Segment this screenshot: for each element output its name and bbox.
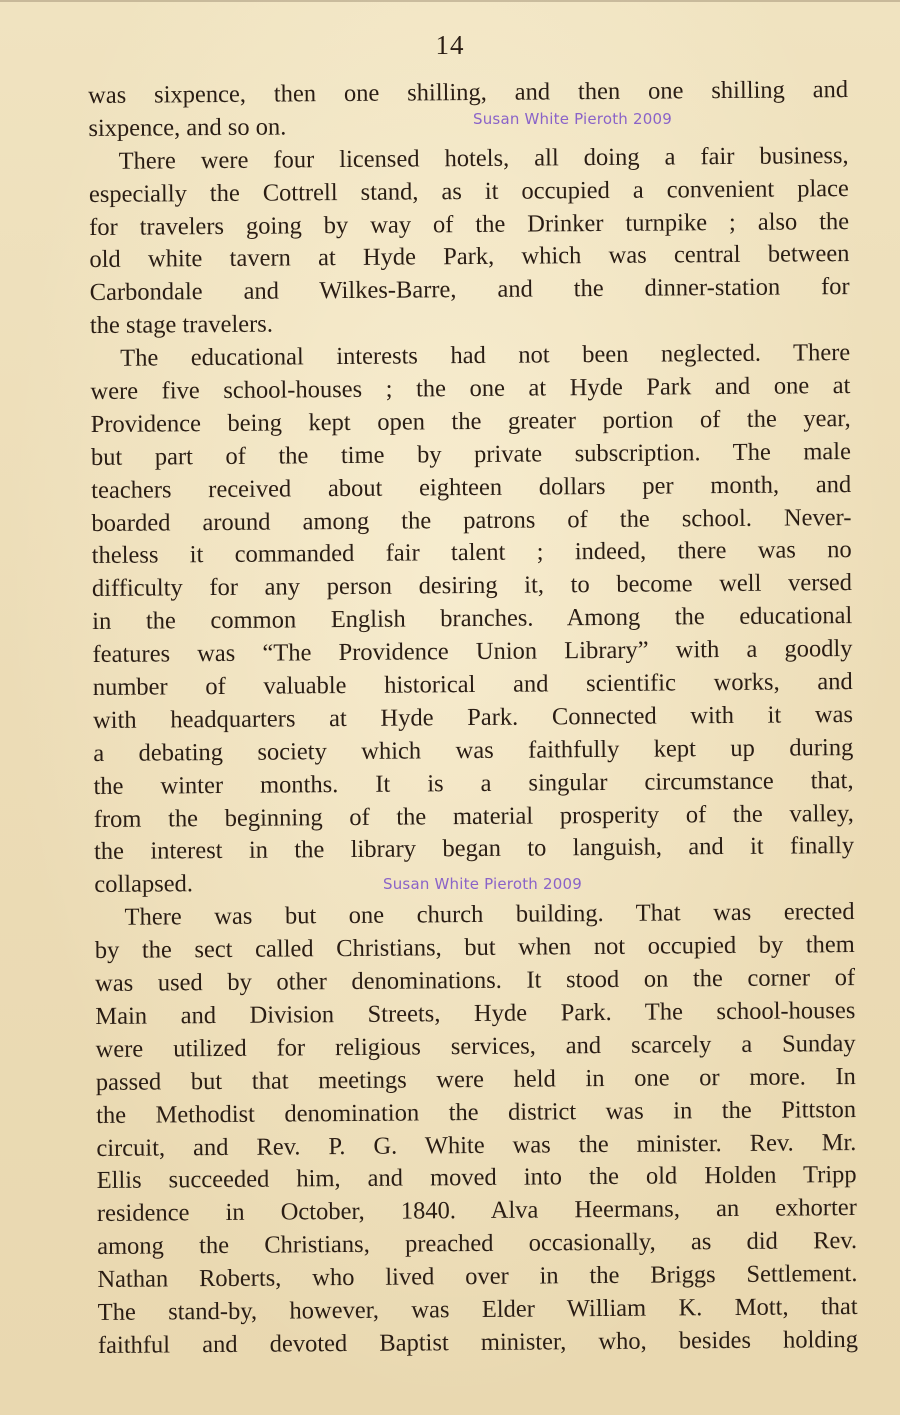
text-line: features was “The Providence Union Library” with a goodly — [92, 635, 853, 669]
watermark: Susan White Pieroth 2009 — [473, 110, 672, 128]
text-line: were utilized for religious services, and scarcely a Sunday — [95, 1029, 856, 1063]
text-line: collapsed. — [94, 870, 194, 899]
text-line: teachers received about eighteen dollars per month, and — [91, 470, 852, 504]
text-line: residence in October, 1840. Alva Heermans, an exhorter — [96, 1194, 857, 1228]
page-top-edge — [0, 0, 900, 32]
text-line: in the common English branches. Among the educational — [92, 602, 853, 636]
text-line: passed but that meetings were held in one or more. In — [95, 1062, 856, 1096]
text-line: There were four licensed hotels, all doing a fair business, — [118, 141, 849, 175]
text-line: the winter months. It is a singular circumstance that, — [93, 766, 854, 800]
text-line: boarded around among the patrons of the school. Never- — [91, 503, 852, 537]
text-line: Ellis succeeded him, and moved into the old Holden Tripp — [96, 1161, 857, 1195]
text-line: number of valuable historical and scientific works, and — [92, 668, 853, 702]
text-line: especially the Cottrell stand, as it occupied a convenient place — [88, 174, 849, 208]
text-line: was sixpence, then one shilling, and then one shilling and — [88, 76, 849, 109]
text-line: among the Christians, preached occasionally, as did Rev. — [97, 1227, 858, 1261]
text-line: with headquarters at Hyde Park. Connected with it was — [92, 700, 854, 734]
text-line: sixpence, and so on. — [88, 113, 287, 142]
body-text — [88, 74, 858, 1363]
text-line: for travelers going by way of the Drinker turnpike ; also the — [89, 207, 850, 241]
text-line: The educational interests had not been neglected. There — [120, 339, 851, 372]
text-line: circuit, and Rev. P. G. White was the minister. Rev. Mr. — [96, 1128, 857, 1162]
text-line: were five school-houses ; the one at Hyde Park and one at — [90, 372, 851, 406]
text-line: the interest in the library began to languish, and it finally — [93, 832, 855, 866]
text-line: a debating society which was faithfully kept up during — [93, 733, 854, 767]
text-line: There was but one church building. That was erected — [124, 898, 855, 932]
text-line: old white tavern at Hyde Park, which was central between — [89, 240, 850, 274]
page-number: 14 — [435, 30, 465, 60]
text-line: Nathan Roberts, who lived over in the Briggs Settlement. — [97, 1260, 858, 1294]
text-line: The stand-by, however, was Elder William K. Mott, that — [97, 1292, 858, 1326]
text-line: faithful and devoted Baptist minister, who, besides holding — [97, 1325, 859, 1359]
text-line: by the sect called Christians, but when not occupied by them — [94, 931, 855, 965]
text-line: but part of the time by private subscription. The male — [90, 437, 852, 471]
text-line: was used by other denominations. It stood on the corner of — [94, 964, 856, 998]
watermark: Susan White Pieroth 2009 — [383, 875, 582, 893]
text-line: Carbondale and Wilkes-Barre, and the dinner-station for — [89, 273, 850, 307]
text-line: theless it commanded fair talent ; indeed, there was no — [91, 536, 852, 570]
text-line: Main and Division Streets, Hyde Park. The school-houses — [95, 996, 856, 1030]
text-line: Providence being kept open the greater portion of the year, — [90, 404, 851, 438]
text-line: difficulty for any person desiring it, to become well versed — [91, 569, 853, 603]
text-line: the stage travelers. — [89, 310, 274, 340]
text-line: from the beginning of the material prosperity of the valley, — [93, 799, 854, 833]
text-line: the Methodist denomination the district was in the Pittston — [96, 1095, 857, 1129]
